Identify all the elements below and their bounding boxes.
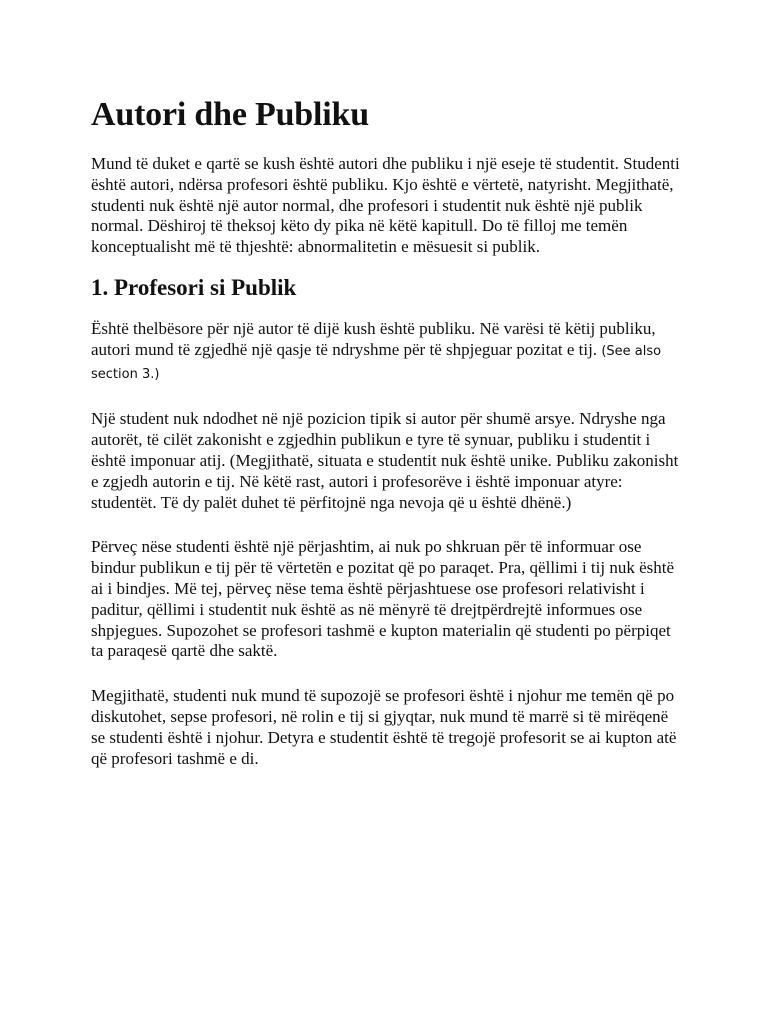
page-title: Autori dhe Publiku — [91, 96, 369, 133]
section-paragraph-3: Përveç nëse studenti është një përjashtim, ai nuk po shkruan për të informuar ose bindur publikun e tij për të vërtetën e pozitat që po paraqet. Pra, qëllimi i tij nuk është ai i bindjes. Më tej, përveç nëse tema është përjashtuese ose profesori relativisht i paditur, qëllimi i studentit nuk është as në mënyrë të drejtpërdrejtë informues ose shpjegues. Supozohet se profesori tashmë e kupton materialin që studenti po përpiqet ta paraqesë qartë dhe saktë. — [91, 537, 675, 661]
section-paragraph-4: Megjithatë, studenti nuk mund të supozojë se profesori është i njohur me temën që po diskutohet, sepse profesori, në rolin e tij si gjyqtar, nuk mund të marrë si të mirëqenë se studenti është i njohur. Detyra e studentit është të tregojë profesorit se ai kupton atë që profesori tashmë e di. — [91, 686, 677, 768]
cross-reference-note: (See also section 3.) — [91, 343, 662, 382]
paragraph-text: Është thelbësore për një autor të dijë kush është publiku. Në varësi të këtij publiku, autori mund të zgjedhë një qasje të ndryshme për të shpjeguar pozitat e tij. — [91, 318, 656, 359]
document-page — [91, 92, 681, 769]
section-heading: 1. Profesori si Publik — [91, 274, 297, 300]
section-paragraph-2: Një student nuk ndodhet në një pozicion tipik si autor për shumë arsye. Ndryshe nga autorët, të cilët zakonisht e zgjedhin publikun e tyre të synuar, publiku i studentit i është imponuar atij. (Megjithatë, situata e studentit nuk është unike. Publiku zakonisht e zgjedh autorin e tij. Në këtë rast, autori i profesorëve i është imponuar atyre: studentët. Të dy palët duhet të përfitojnë nga nevoja që u është dhënë.) — [91, 409, 679, 512]
section-paragraph-1 — [91, 319, 681, 385]
intro-paragraph: Mund të duket e qartë se kush është autori dhe publiku i një eseje të studentit. Studenti është autori, ndërsa profesori është publiku. Kjo është e vërtetë, natyrisht. Megjithatë, studenti nuk është një autor normal, dhe profesori i studentit nuk është një publik normal. Dëshiroj të theksoj këto dy pika në këtë kapitull. Do të filloj me temën konceptualisht më të thjeshtë: abnormalitetin e mësuesit si publik. — [91, 154, 680, 257]
